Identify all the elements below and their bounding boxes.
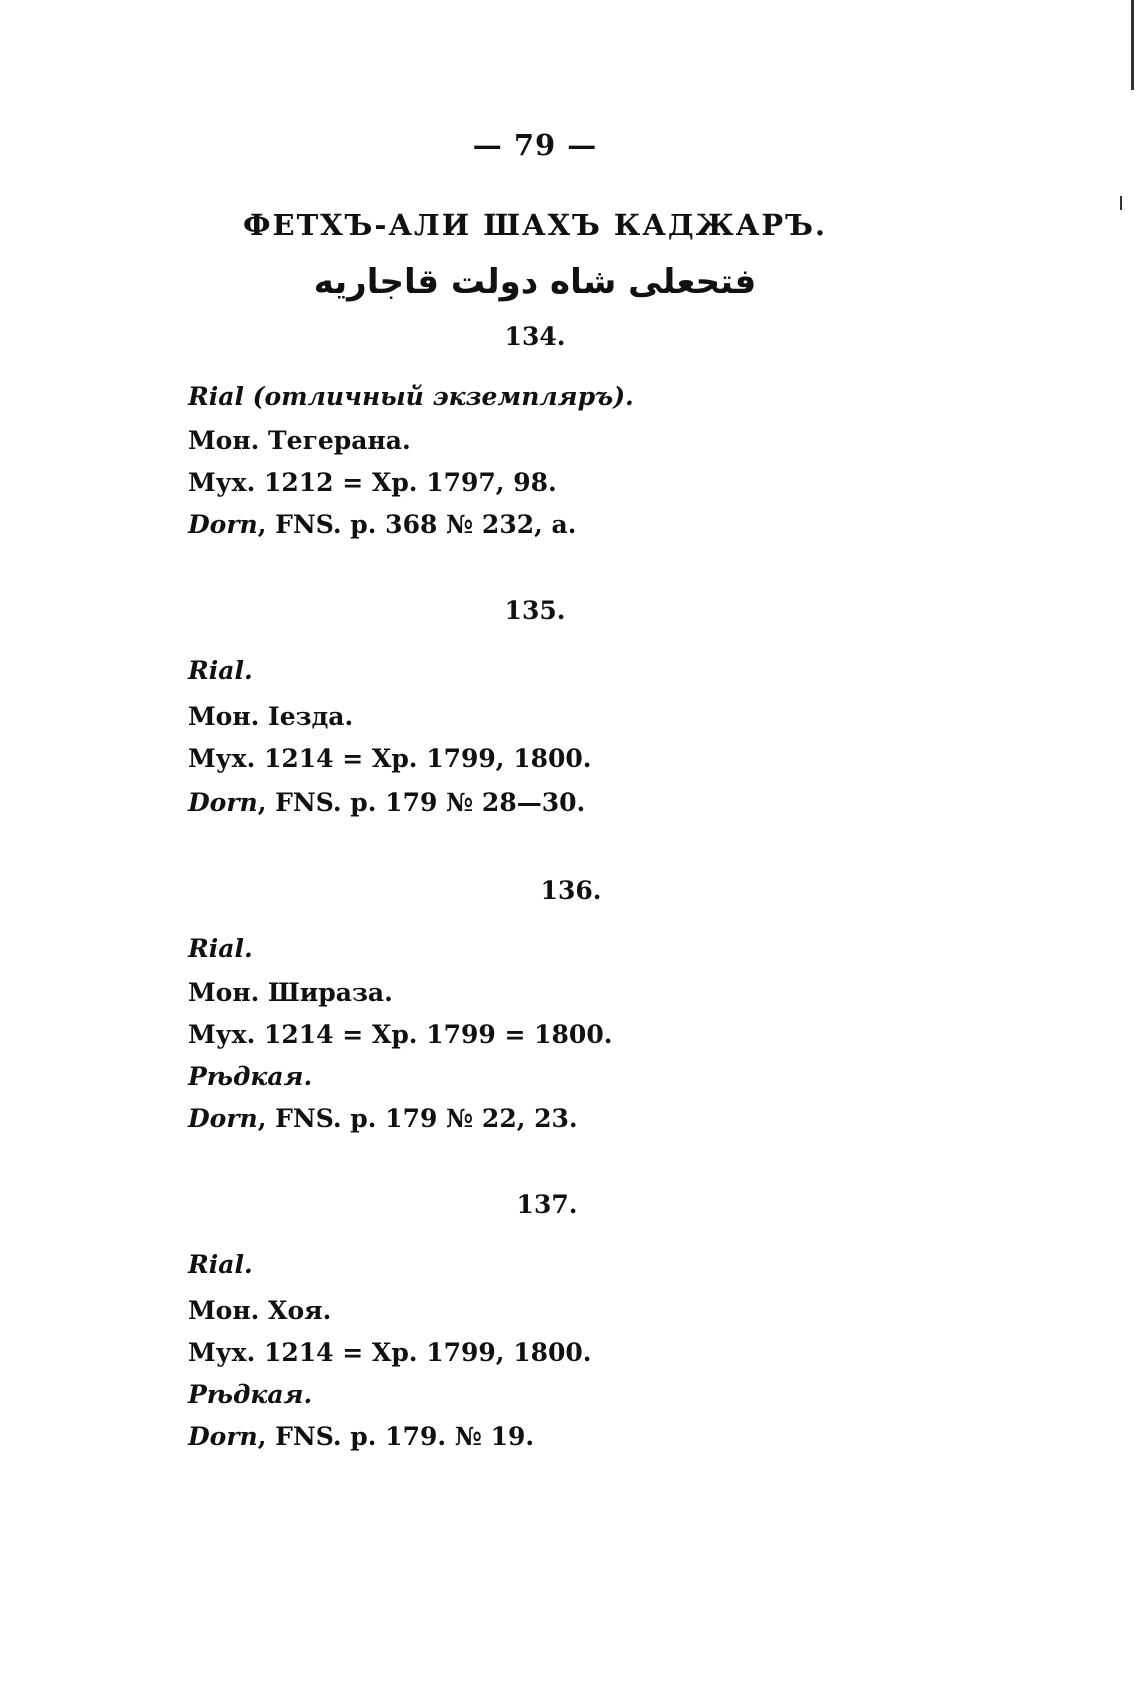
reference (188, 510, 576, 539)
entry-number: 136. (540, 876, 602, 905)
reference-author: Dorn (188, 788, 258, 817)
entry-number: 135. (504, 596, 566, 625)
arabic-title: فتحعلی شاه دولت قاجاریه (313, 262, 757, 302)
mint: Мон. Хоя. (188, 1296, 332, 1325)
reference (188, 788, 585, 817)
rarity-note: Рѣдкая. (188, 1380, 313, 1409)
reference (188, 1104, 578, 1133)
reference-detail: , FNS. p. 179. № 19. (257, 1422, 535, 1451)
date: Мух. 1214 = Хр. 1799 = 1800. (188, 1020, 613, 1049)
reference-detail: , FNS. p. 368 № 232, a. (257, 510, 577, 539)
date: Мух. 1214 = Хр. 1799, 1800. (188, 744, 592, 773)
reference (188, 1422, 534, 1451)
rarity-note: Рѣдкая. (188, 1062, 313, 1091)
reference-author: Dorn (188, 1422, 258, 1451)
scan-speck (1120, 196, 1122, 210)
coin-type: Rial. (188, 934, 253, 963)
entry-number: 137. (516, 1190, 578, 1219)
reference-author: Dorn (188, 510, 258, 539)
coin-type: Rial. (188, 656, 253, 685)
entry-number: 134. (504, 322, 566, 351)
reference-detail: , FNS. p. 179 № 28—30. (257, 788, 586, 817)
date: Мух. 1212 = Хр. 1797, 98. (188, 468, 557, 497)
mint: Мон. Шираза. (188, 978, 393, 1007)
reference-detail: , FNS. p. 179 № 22, 23. (257, 1104, 578, 1133)
page-number: — 79 — (472, 128, 598, 162)
chapter-title: ФЕТХЪ-АЛИ ШАХЪ КАДЖАРЪ. (242, 208, 828, 242)
date: Мух. 1214 = Хр. 1799, 1800. (188, 1338, 592, 1367)
mint: Мон. Тегерана. (188, 426, 411, 455)
coin-type: Rial (отличный экземпляръ). (188, 382, 634, 411)
mint: Мон. Іезда. (188, 702, 354, 731)
scan-edge-mark (1131, 0, 1134, 90)
reference-author: Dorn (188, 1104, 258, 1133)
coin-type: Rial. (188, 1250, 253, 1279)
